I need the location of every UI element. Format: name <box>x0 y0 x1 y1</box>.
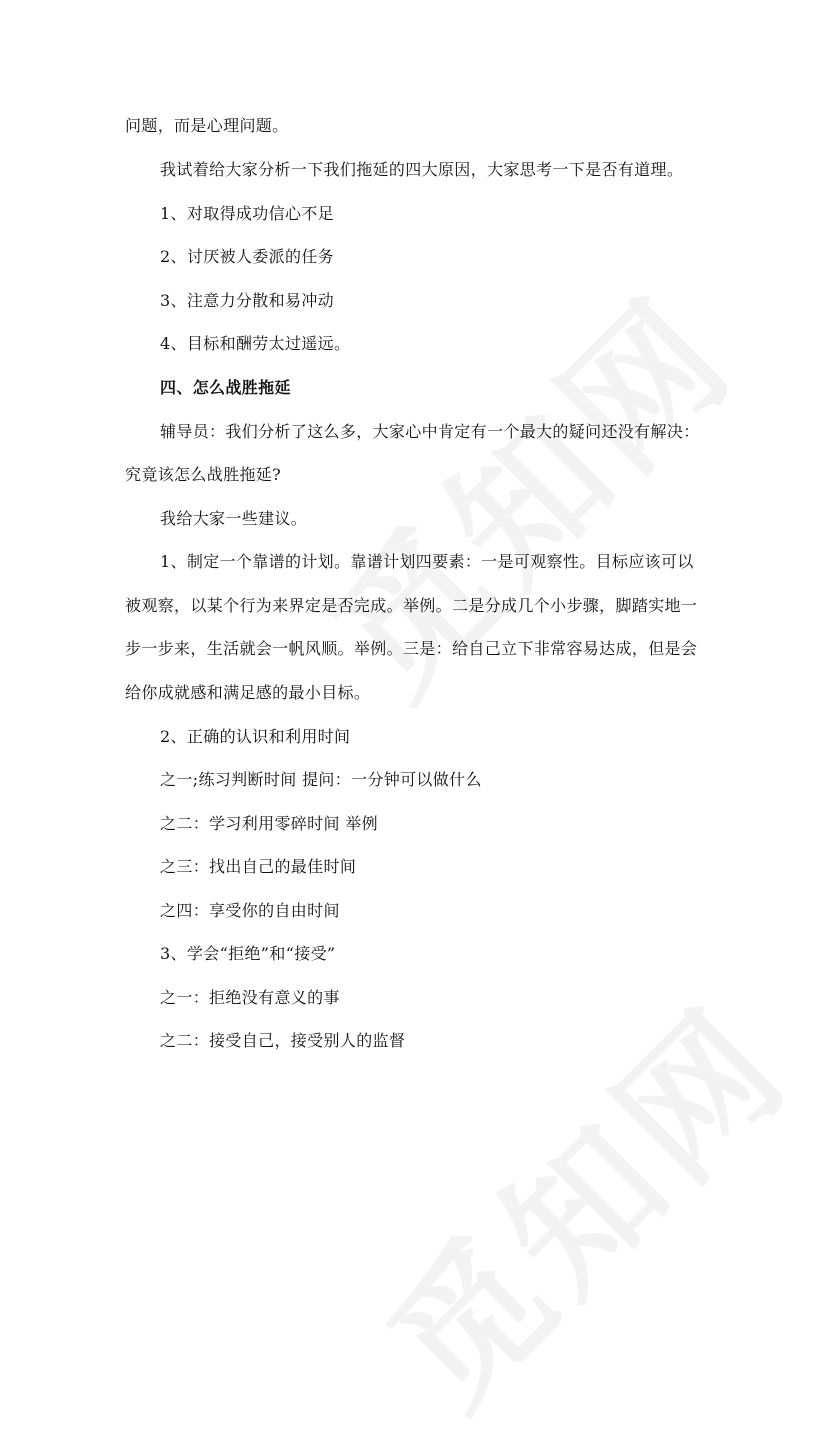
list-item: 2、正确的认识和利用时间 <box>160 727 351 746</box>
paragraph-line: 我试着给大家分析一下我们拖延的四大原因，大家思考一下是否有道理。 <box>160 160 684 179</box>
list-item: 3、学会“拒绝”和“接受” <box>160 944 336 963</box>
list-item: 1、对取得成功信心不足 <box>160 204 335 223</box>
paragraph-line: 我给大家一些建议。 <box>160 509 308 528</box>
paragraph-line: 给你成就感和满足感的最小目标。 <box>125 683 371 702</box>
list-item: 之二：接受自己，接受别人的监督 <box>160 1031 406 1050</box>
paragraph-line: 问题，而是心理问题。 <box>125 116 289 135</box>
list-item: 3、注意力分散和易冲动 <box>160 291 335 310</box>
list-item: 4、目标和酬劳太过遥远。 <box>160 334 351 353</box>
paragraph-line: 被观察，以某个行为来界定是否完成。举例。二是分成几个小步骤，脚踏实地一 <box>125 596 698 615</box>
list-item: 2、讨厌被人委派的任务 <box>160 247 335 266</box>
paragraph-line: 步一步来，生活就会一帆风顺。举例。三是：给自己立下非常容易达成，但是会 <box>125 639 698 658</box>
watermark <box>279 242 771 734</box>
watermark <box>334 952 826 1444</box>
list-item: 之一;练习判断时间 提问：一分钟可以做什么 <box>160 770 482 789</box>
paragraph-line: 辅导员：我们分析了这么多，大家心中肯定有一个最大的疑问还没有解决： <box>160 422 700 441</box>
section-heading: 四、怎么战胜拖延 <box>160 378 291 397</box>
paragraph-line: 1、制定一个靠谱的计划。靠谱计划四要素：一是可观察性。目标应该可以 <box>160 552 694 571</box>
list-item: 之三：找出自己的最佳时间 <box>160 857 357 876</box>
list-item: 之二：学习利用零碎时间 举例 <box>160 814 378 833</box>
list-item: 之四：享受你的自由时间 <box>160 901 340 920</box>
list-item: 之一：拒绝没有意义的事 <box>160 988 340 1007</box>
paragraph-line: 究竟该怎么战胜拖延? <box>125 465 282 484</box>
